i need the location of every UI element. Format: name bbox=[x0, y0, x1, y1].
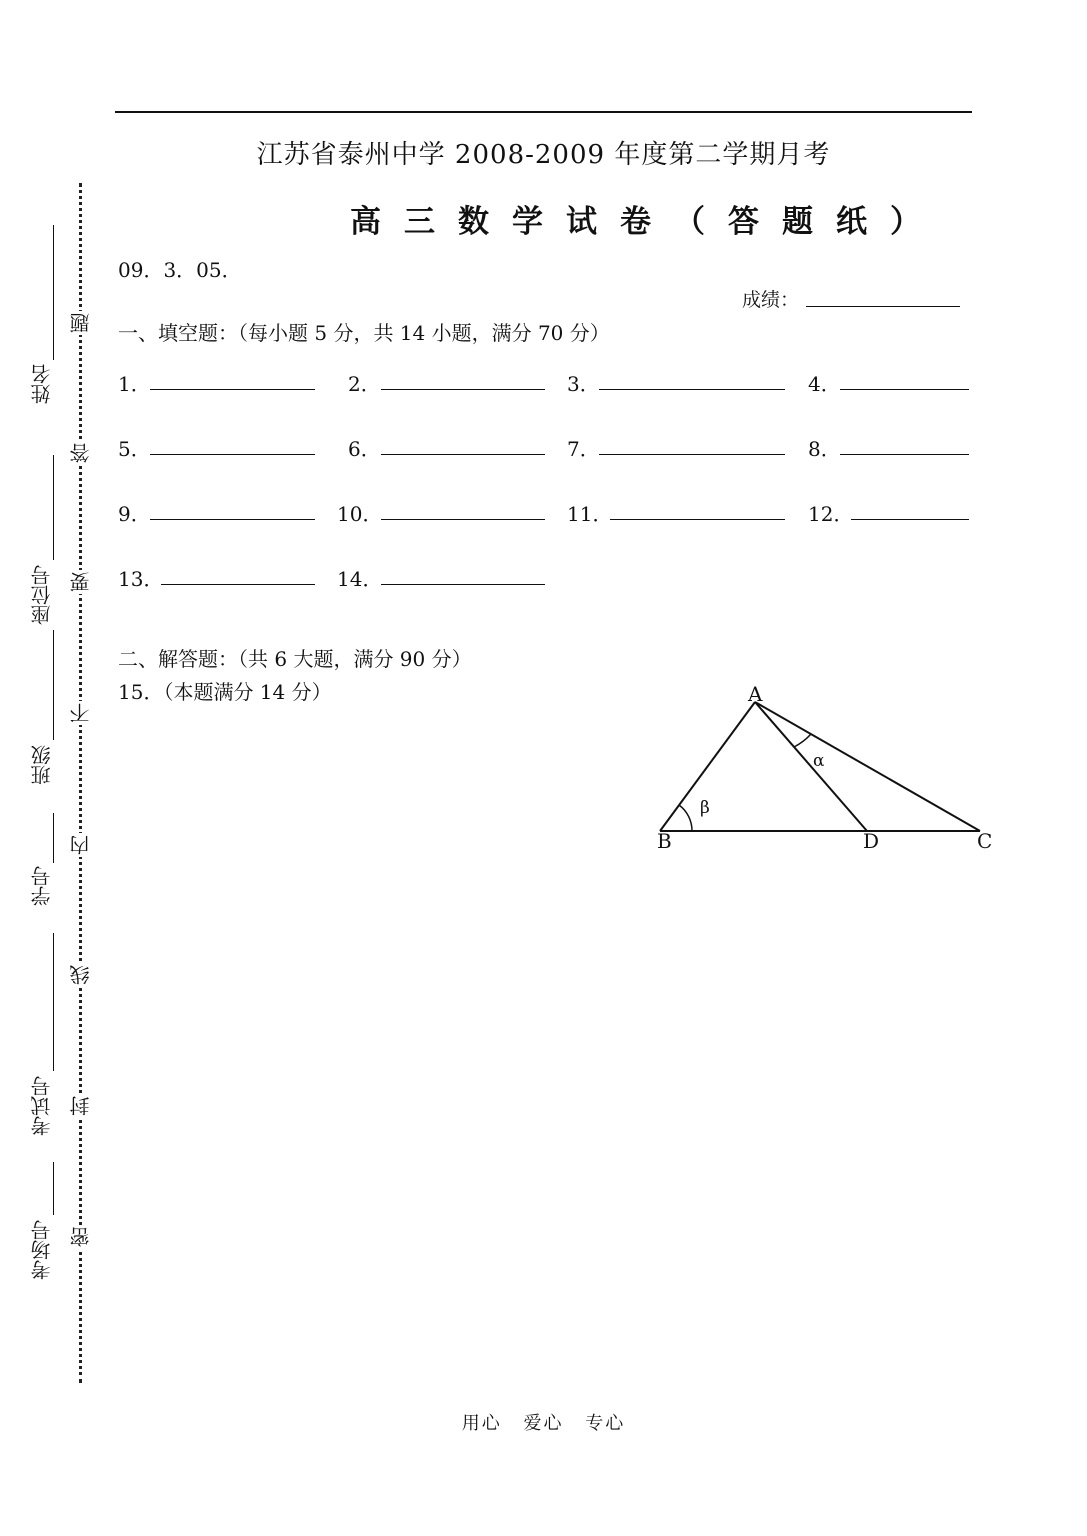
question-label: 2． bbox=[348, 372, 381, 396]
answer-blank-13[interactable] bbox=[161, 584, 315, 585]
angle-alpha-arc bbox=[794, 734, 811, 747]
seat-number-label: 座位号 bbox=[30, 565, 54, 625]
seal-char: 封 bbox=[69, 1096, 93, 1116]
exam-room-label: 考场号 bbox=[30, 1220, 54, 1280]
seal-char: 要 bbox=[69, 572, 93, 592]
question-label: 9． bbox=[118, 502, 151, 526]
seal-char: 答 bbox=[69, 443, 93, 463]
seal-char: 题 bbox=[69, 313, 93, 333]
answer-blank-7[interactable] bbox=[599, 454, 785, 455]
name-label: 姓名 bbox=[30, 364, 54, 404]
name-field[interactable] bbox=[53, 225, 54, 360]
question-label: 8． bbox=[808, 437, 841, 461]
exam-number-label: 考试号 bbox=[30, 1076, 54, 1136]
seal-dotted-line bbox=[79, 183, 82, 1383]
question-label: 6． bbox=[348, 437, 381, 461]
class-label: 班级 bbox=[30, 745, 54, 785]
answer-blank-8[interactable] bbox=[840, 454, 969, 455]
school-heading: 江苏省泰州中学 2008-2009 年度第二学期月考 bbox=[256, 140, 831, 170]
seat-number-field[interactable] bbox=[53, 455, 54, 560]
answer-blank-3[interactable] bbox=[599, 389, 785, 390]
question-label: 12． bbox=[808, 502, 854, 526]
page-title: 高三数学试卷（答题纸） bbox=[350, 204, 944, 240]
answer-blank-6[interactable] bbox=[381, 454, 545, 455]
triangle-diagram bbox=[640, 680, 1010, 860]
question-label: 3． bbox=[567, 372, 600, 396]
answer-blank-4[interactable] bbox=[840, 389, 969, 390]
question-label: 10． bbox=[337, 502, 383, 526]
question-label: 11． bbox=[567, 502, 613, 526]
top-rule bbox=[115, 111, 972, 113]
answer-blank-5[interactable] bbox=[150, 454, 315, 455]
question-label: 1． bbox=[118, 372, 151, 396]
question-label: 14． bbox=[337, 567, 383, 591]
seal-char: 密 bbox=[69, 1227, 93, 1247]
question-label: 5． bbox=[118, 437, 151, 461]
angle-label-alpha: α bbox=[813, 751, 825, 771]
section1-heading: 一、填空题：（每小题 5 分，共 14 小题，满分 70 分） bbox=[118, 321, 610, 345]
answer-blank-2[interactable] bbox=[381, 389, 545, 390]
score-field[interactable] bbox=[806, 306, 960, 307]
question-label: 7． bbox=[567, 437, 600, 461]
footer-slogan: 用心 爱心 专心 bbox=[461, 1413, 626, 1434]
vertex-label-b: B bbox=[657, 829, 672, 853]
answer-blank-10[interactable] bbox=[381, 519, 545, 520]
angle-label-beta: β bbox=[700, 798, 710, 818]
student-number-label: 学号 bbox=[30, 866, 54, 906]
question-15-heading: 15．（本题满分 14 分） bbox=[118, 680, 332, 704]
class-field[interactable] bbox=[53, 630, 54, 740]
seal-char: 线 bbox=[69, 965, 93, 985]
answer-blank-9[interactable] bbox=[150, 519, 315, 520]
answer-blank-14[interactable] bbox=[381, 584, 545, 585]
seal-char: 不 bbox=[69, 703, 93, 723]
answer-blank-12[interactable] bbox=[851, 519, 969, 520]
vertex-label-d: D bbox=[863, 829, 880, 853]
question-label: 4． bbox=[808, 372, 841, 396]
angle-beta-arc bbox=[679, 805, 692, 831]
edge-ac bbox=[755, 702, 980, 831]
edge-ad bbox=[755, 702, 867, 831]
question-label: 13． bbox=[118, 567, 164, 591]
exam-date: 09．3．05． bbox=[118, 258, 242, 282]
exam-number-field[interactable] bbox=[53, 933, 54, 1071]
answer-blank-1[interactable] bbox=[150, 389, 315, 390]
exam-room-field[interactable] bbox=[53, 1162, 54, 1215]
section2-heading: 二、解答题：（共 6 大题，满分 90 分） bbox=[118, 647, 472, 671]
seal-char: 内 bbox=[69, 835, 93, 855]
student-number-field[interactable] bbox=[53, 813, 54, 863]
score-label: 成绩： bbox=[742, 289, 800, 311]
vertex-label-a: A bbox=[748, 682, 763, 706]
answer-blank-11[interactable] bbox=[610, 519, 785, 520]
vertex-label-c: C bbox=[977, 829, 993, 853]
